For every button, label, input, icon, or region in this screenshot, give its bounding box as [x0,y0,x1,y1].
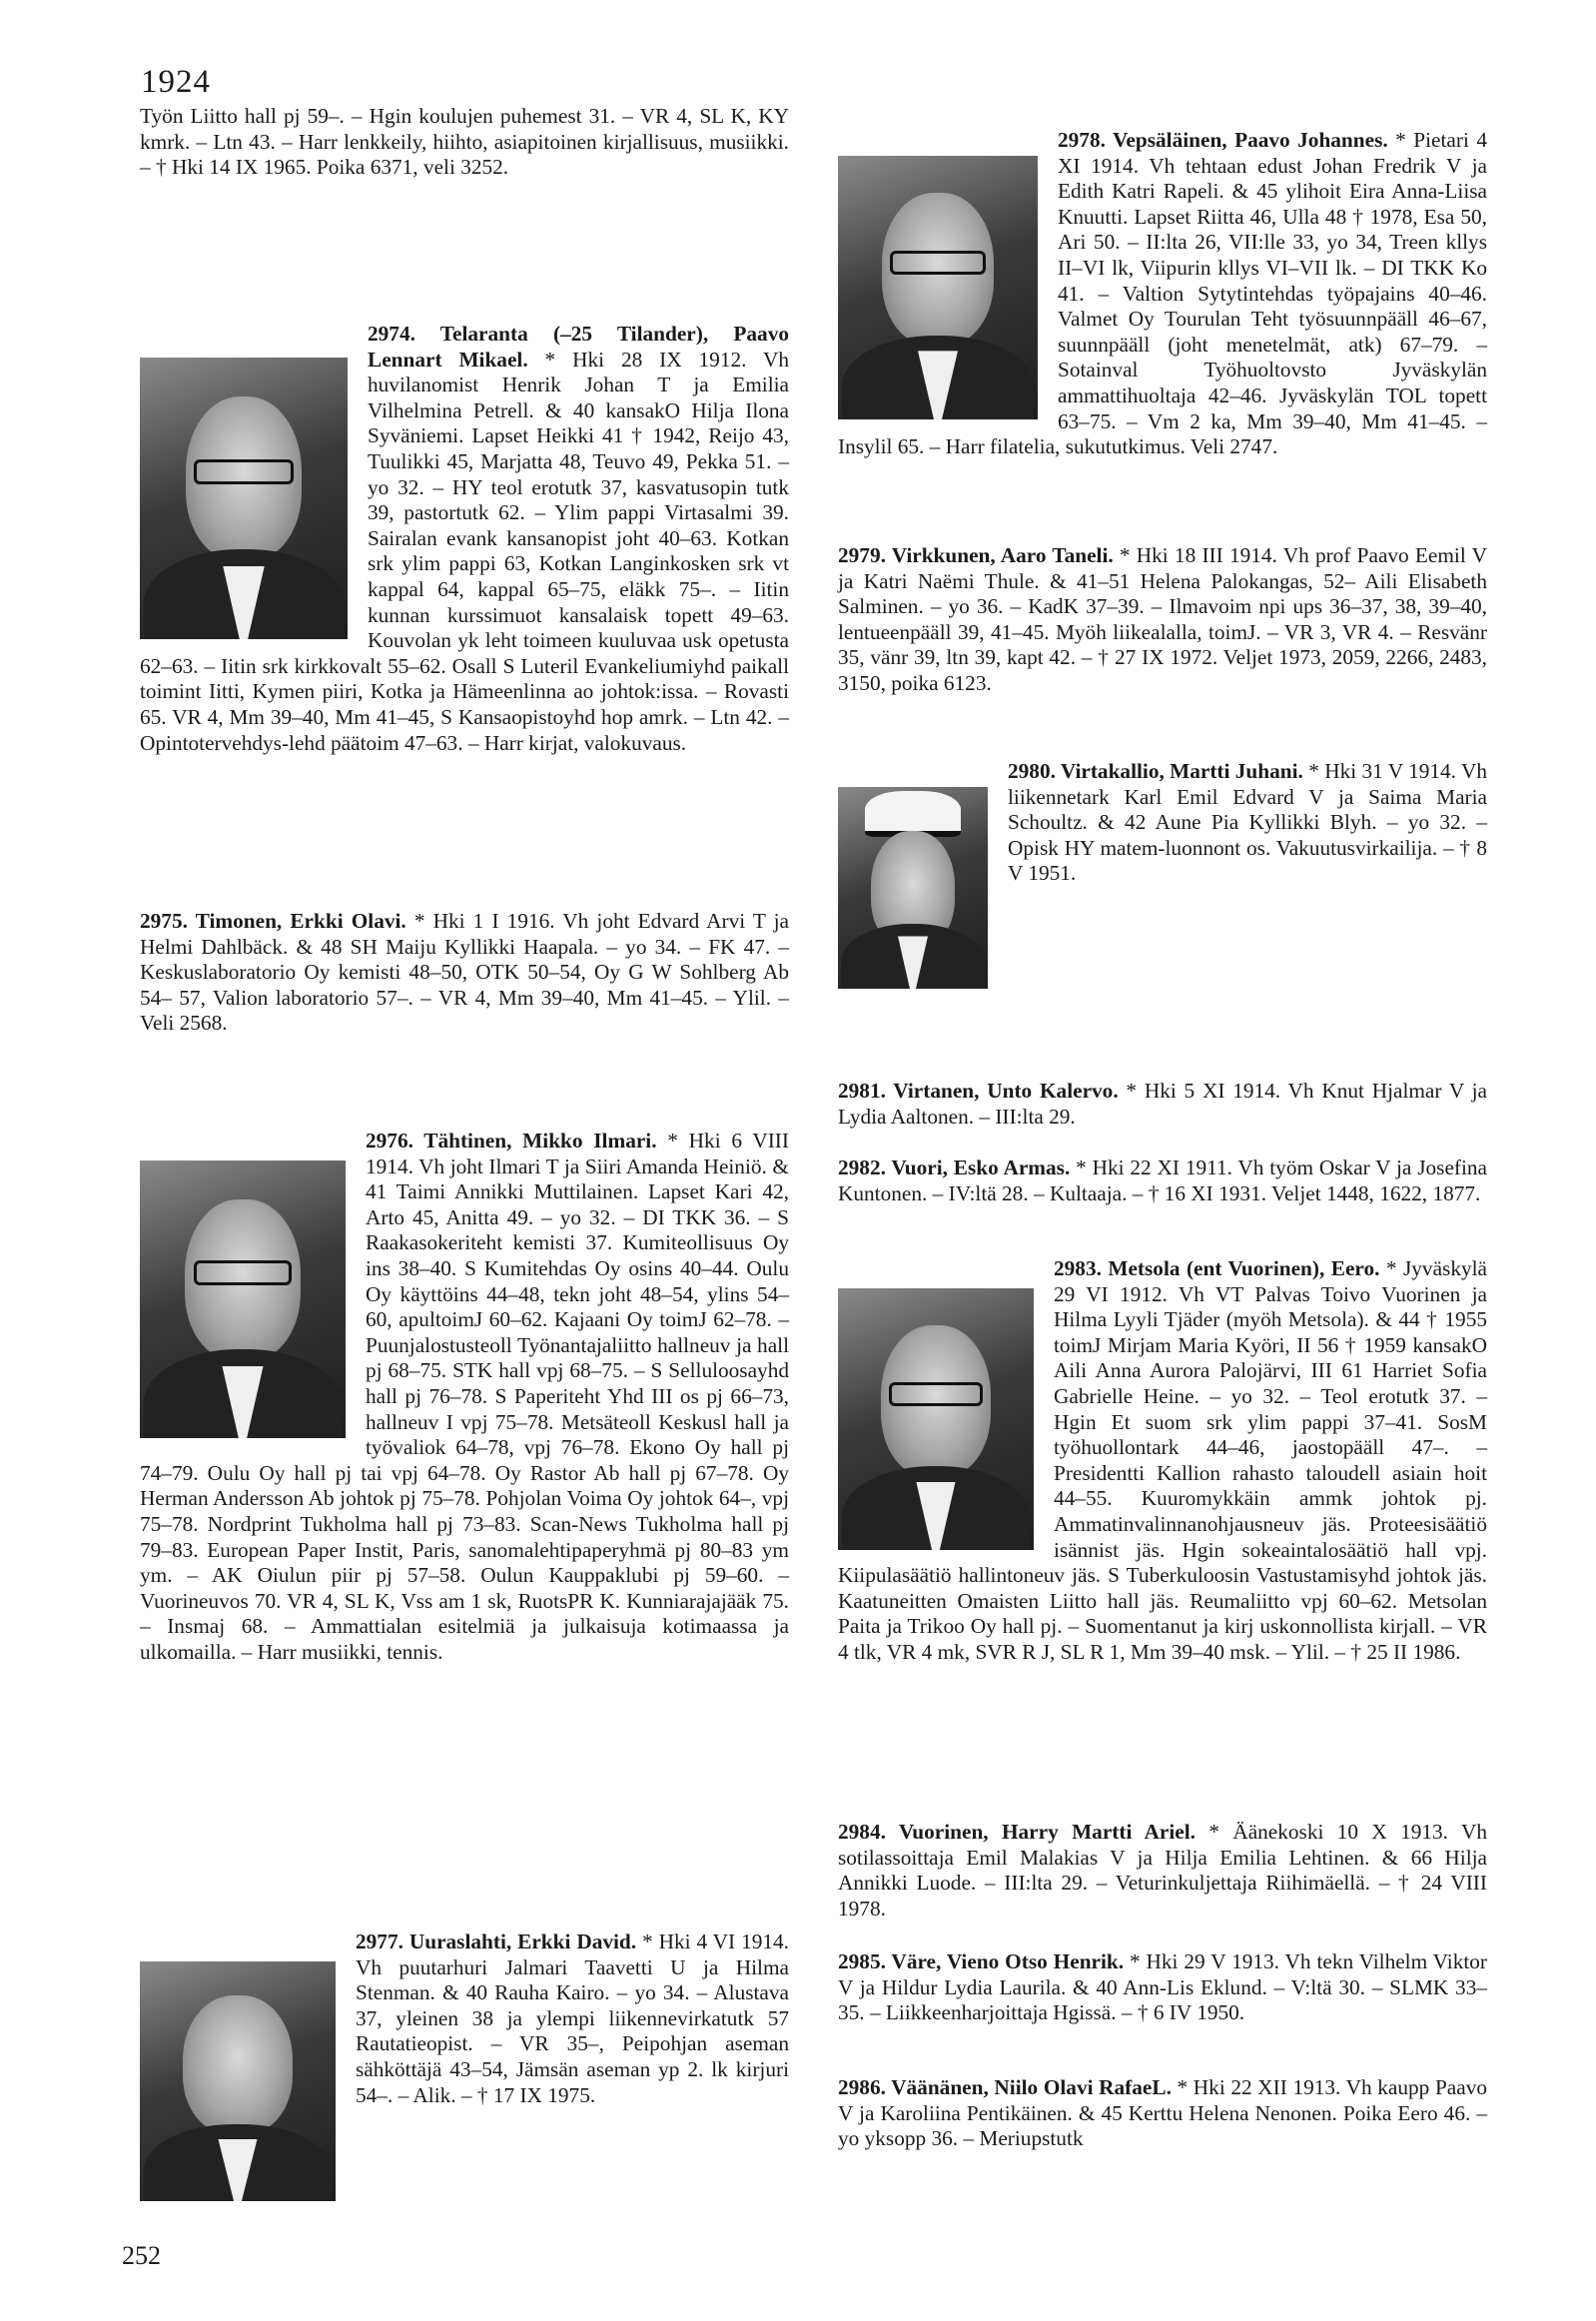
entry-body: * Hki 22 XII 1913. Vh kaupp Paavo V ja Karoliina Pentikäinen. & 45 Kerttu Helena Nenonen. Poika Eero 46. – yo yksopp 36. – Meriupstutk [838,2075,1487,2151]
entry-2974 [140,322,789,756]
entry-2978 [838,128,1487,460]
entry-2976 [140,1129,789,1665]
entry-body: * Hki 5 XI 1914. Vh Knut Hjalmar V ja Lydia Aaltonen. – III:lta 29. [838,1079,1487,1129]
entry-heading: 2974. Telaranta (–25 Tilander), Paavo Lennart Mikael. [368,322,789,372]
entry-2984 [838,1820,1487,1922]
entry-body: * Äänekoski 10 X 1913. Vh sotilassoittaja Emil Malakias V ja Hilja Emilia Lehtinen. & 66 Hilja Annikki Luode. – III:lta 29. – Veturinkuljettaja Riihimäellä. – † 24 VIII 1978. [838,1820,1487,1921]
entry-body: * Hki 28 IX 1912. Vh huvilanomist Henrik Johan T ja Emilia Vilhelmina Petrell. & 40 kansakO Hilja Ilona Syväniemi. Lapset Heikki 41 † 1942, Reijo 43, Tuulikki 45, Marjatta 48, Teuvo 49, Pekka 51. – yo 32. – HY teol erotutk 37, kasvatusopin tutk 39, pastortutk 62. – Ylim pappi Virtasalmi 39. Sairalan evank kansanopist joht 40–63. Kotkan srk ylim pappi 63, Kotkan Langinkosken srk vt kappal 64, kappal 65–75, eläkk 75–. – Iitin kunnan kurssimuot kansalaisk topett 49–63. Kouvolan yk leht toimeen kuuluvaa usk opetusta 62–63. – Iitin srk kirkkovalt 55–62. Osall S Luteril Evankeliumiyhd paikall toimint Iitti, Kymen piiri, Kotka ja Hämeenlinna ao johtok:issa. – Rovasti 65. VR 4, Mm 39–40, Mm 41–45, S Kansaopistoyhd hop amrk. – Ltn 42. – Opintotervehdys-lehd päätoim 47–63. – Harr kirjat, valokuvaus. [140,347,789,755]
portrait-photo [838,787,988,989]
entry-body: * Hki 18 III 1914. Vh prof Paavo Eemil V ja Katri Naëmi Thule. & 41–51 Helena Palokangas, 52– Aili Elisabeth Salminen. – yo 36. – KadK 37–39. – Ilmavoim npi ups 36–37, 38, 39–40, lentueenpääll 39, 41–45. Myöh liikealalla, toimJ. – VR 3, VR 4. – Resvänr 35, vänr 39, ltn 39, kapt 42. – † 27 IX 1972. Veljet 1973, 2059, 2266, 2483, 3150, poika 6123. [838,543,1487,695]
entry-heading: 2978. Vepsäläinen, Paavo Johannes. [1058,128,1388,152]
page-number: 252 [122,2241,161,2270]
entry-heading: 2985. Väre, Vieno Otso Henrik. [838,1949,1125,1973]
entry-2982 [838,1156,1487,1206]
entry-2983 [838,1256,1487,1666]
portrait-photo [838,156,1038,419]
entry-2986 [838,2075,1487,2152]
entry-body: * Hki 31 V 1914. Vh liikennetark Karl Emil Edvard V ja Saima Maria Schoultz. & 42 Aune Pia Kyllikki Blyh. – yo 32. – Opisk HY matem-luonnont os. Vakuutusvirkailija. – † 8 V 1951. [1008,759,1487,886]
entry-heading: 2983. Metsola (ent Vuorinen), Eero. [1054,1256,1380,1280]
entry-2977 [140,1930,789,2207]
entry-2973-continued [140,104,789,181]
entry-2980 [838,759,1487,995]
entry-2981 [838,1079,1487,1130]
entry-body: * Hki 22 XI 1911. Vh työm Oskar V ja Josefina Kuntonen. – IV:ltä 28. – Kultaaja. – † 16 XI 1931. Veljet 1448, 1622, 1877. [838,1156,1488,1205]
entry-body: * Pietari 4 XI 1914. Vh tehtaan edust Johan Fredrik V ja Edith Katri Rapeli. & 45 ylihoit Eira Anna-Liisa Knuutti. Lapset Riitta 46, Ulla 48 † 1978, Esa 50, Ari 50. – II:lta 26, VII:lle 33, yo 34, Treen kllys II–VI lk, Viipurin kllys VI–VII lk. – DI TKK Ko 41. – Valtion Sytytintehdas työpajains 40–46. Valmet Oy Tourulan Teht työsuunnpääll 46–67, suunnpääll (joht menetelmät, atk) 67–79. – Sotainval Työhuoltovsto Jyväskylän ammattihuoltaja 42–46. Jyväskylän TOL topett 63–75. – Vm 2 ka, Mm 39–40, Mm 41–45. – Insylil 65. – Harr filatelia, sukututkimus. Veli 2747. [838,128,1487,459]
portrait-photo [140,358,348,639]
entry-body: * Hki 6 VIII 1914. Vh joht Ilmari T ja Siiri Amanda Heiniö. & 41 Taimi Annikki Muttilainen. Lapset Kari 42, Arto 45, Anitta 49. – yo 32. – DI TKK 36. – S Raakasokeriteht kemisti 37. Kumiteollisuus Oy ins 38–40. S Kumitehdas Oy osins 40–44. Oulu Oy käyttöins 44–48, tekn joht 48–54, ylins 54–60, apultoimJ 60–62. Kajaani Oy toimJ 62–78. – Puunjalostusteoll Työnantajaliitto hallneuv ja hall pj 68–75. STK hall vpj 68–75. – S Selluloosayhd hall pj 76–78. S Paperiteht Yhd III os pj 66–73, hallneuv I vpj 75–78. Metsäteoll Keskusl hall ja työvaliok 64–78, vpj 76–78. Ekono Oy hall pj 74–79. Oulu Oy hall pj tai vpj 64–78. Oy Rastor Ab hall pj 67–78. Oy Herman Andersson Ab johtok pj 75–78. Pohjolan Voima Oy johtok 64–, vpj 75–78. Nordprint Tukholma hall pj 73–83. Scan-News Tukholma hall pj 79–83. European Paper Instit, Paris, sanomalehtipaperyhmä pj 80–83 ym ym. – AK Oiulun piir pj 57–58. Oulun Kauppaklubi pj 59–60. – Vuorineuvos 70. VR 4, SL K, Vss am 1 sk, RuotsPR K. Kunniarajajääk 75. – Insmaj 68. – Ammattialan esitelmiä ja julkaisuja kotimaassa ja ulkomailla. – Harr musiikki, tennis. [140,1129,789,1664]
entry-2979 [838,543,1487,697]
entry-body: * Hki 1 I 1916. Vh joht Edvard Arvi T ja Helmi Dahlbäck. & 48 SH Maiju Kyllikki Haapala. – yo 34. – FK 47. – Keskuslaboratorio Oy kemisti 48–50, OTK 50–54, Oy G W Sohlberg Ab 54– 57, Valion laboratorio 57–. – VR 4, Mm 39–40, Mm 41–45. – Ylil. – Veli 2568. [140,909,789,1036]
entry-body: * Jyväskylä 29 VI 1912. Vh VT Palvas Toivo Vuorinen ja Hilma Lyyli Tjäder (myöh Metsola). & 44 † 1955 toimJ Mirjam Maria Kyöri, II 56 † 1959 kansakO Aili Anna Aurora Palojärvi, III 61 Harriet Sofia Gabrielle Heine. – yo 32. – Teol erotutk 37. – Hgin Et suom srk ylim pappi 37–41. SosM työhuollontark 44–46, jaostopääll 47–. – Presidentti Kallion rahasto taloudell asiain hoit 44–55. Kuuromykkäin ammk johtok pj. Ammatinvalinnanohjausneuv jäs. Proteesisäätiö isännist jäs. Hgin sokeaintalosäätiö hall vpj. Kiipulasäätiö hallintoneuv jäs. S Tuberkuloosin Vastustamisyhd johtok jäs. Kaatuneitten Omaisten Liitto hall jäs. Reumaliitto vpj 60–62. Metsolan Paita ja Trikoo Oy hall pj. – Suomentanut ja kirj uskonnollista kirjall. – VR 4 tlk, VR 4 mk, SVR R J, SL R 1, Mm 39–40 msk. – Ylil. – † 25 II 1986. [838,1256,1487,1664]
entry-heading: 2984. Vuorinen, Harry Martti Ariel. [838,1820,1196,1844]
entry-body: * Hki 29 V 1913. Vh tekn Vilhelm Viktor V ja Hildur Lydia Laurila. & 40 Ann-Lis Eklund. – V:ltä 30. – SLMK 33–35. – Liikkeenharjoittaja Hgissä. – † 6 IV 1950. [838,1949,1487,2025]
entry-2985 [838,1949,1487,2026]
portrait-photo [140,1160,346,1438]
entry-heading: 2977. Uuraslahti, Erkki David. [356,1930,637,1953]
entry-body: * Hki 4 VI 1914. Vh puutarhuri Jalmari Taavetti U ja Hilma Stenman. & 40 Rauha Kairo. – yo 34. – Alustava 37, yleinen 38 ja ylempi liikennevirkatutk 57 Rautatieopist. – VR 35–, Peipohjan aseman sähköttäjä 43–54, Jämsän aseman yp 2. lk kirjuri 54–. – Alik. – † 17 IX 1975. [356,1930,789,2107]
entry-heading: 2975. Timonen, Erkki Olavi. [140,909,406,933]
entry-body: Työn Liitto hall pj 59–. – Hgin koulujen puhemest 31. – VR 4, SL K, KY kmrk. – Ltn 43. – Harr lenkkeily, hiihto, asiapitoinen kirjallisuus, musiikki. – † Hki 14 IX 1965. Poika 6371, veli 3252. [140,104,789,180]
entry-heading: 2982. Vuori, Esko Armas. [838,1156,1071,1179]
entry-heading: 2980. Virtakallio, Martti Juhani. [1008,759,1303,783]
entry-heading: 2986. Väänänen, Niilo Olavi RafaeL. [838,2075,1172,2099]
entry-heading: 2976. Tähtinen, Mikko Ilmari. [366,1129,657,1153]
entry-heading: 2979. Virkkunen, Aaro Taneli. [838,543,1114,567]
entry-2975 [140,909,789,1037]
portrait-photo [838,1288,1034,1550]
entry-heading: 2981. Virtanen, Unto Kalervo. [838,1079,1119,1103]
portrait-photo [140,1961,336,2201]
page-header: 1924 [141,64,211,100]
